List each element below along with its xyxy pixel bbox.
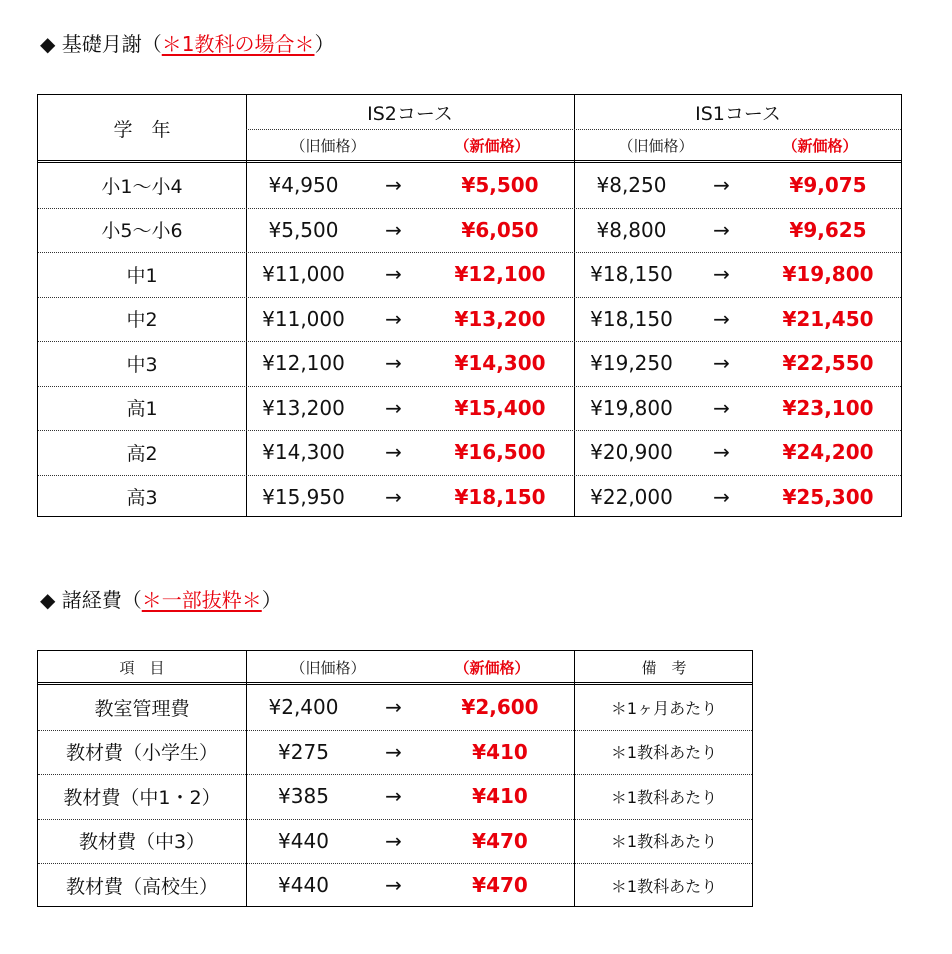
arrow-icon: →: [385, 784, 402, 809]
diamond-icon: ◆: [40, 588, 56, 612]
item-cell: 教材費（小学生）: [65, 742, 218, 765]
header-is2-new: （新価格）: [454, 136, 530, 155]
is2-old-price: ¥5,500: [268, 217, 339, 242]
is1-new-price: ¥23,100: [782, 395, 874, 420]
diamond-icon: ◆: [40, 32, 56, 56]
old-price: ¥385: [278, 784, 329, 809]
arrow-icon: →: [385, 262, 402, 287]
fees-table: [37, 650, 753, 907]
arrow-icon: →: [385, 306, 402, 331]
arrow-icon: →: [713, 484, 730, 509]
table-row: [38, 163, 901, 208]
remark-cell: ＊1教科あたり: [610, 876, 718, 896]
arrow-icon: →: [385, 695, 402, 720]
is1-old-price: ¥20,900: [590, 440, 673, 465]
header-grade: 学 年: [113, 118, 171, 141]
is2-new-price: ¥6,050: [461, 217, 539, 242]
new-price: ¥410: [472, 739, 528, 764]
old-price: ¥2,400: [268, 695, 339, 720]
is2-old-price: ¥11,000: [262, 306, 345, 331]
header-is2-old: （旧価格）: [290, 136, 366, 155]
old-price: ¥275: [278, 739, 329, 764]
arrow-icon: →: [713, 306, 730, 331]
arrow-icon: →: [385, 440, 402, 465]
section-heading-fees: [40, 586, 282, 614]
arrow-icon: →: [713, 395, 730, 420]
paren-close: ）: [261, 588, 282, 612]
arrow-icon: →: [385, 395, 402, 420]
grade-cell: 高2: [126, 442, 158, 465]
table-row: [38, 819, 752, 864]
table-row: [38, 774, 752, 819]
is1-new-price: ¥19,800: [782, 262, 874, 287]
item-cell: 教材費（中1・2）: [63, 786, 221, 809]
is1-old-price: ¥8,250: [596, 173, 667, 198]
new-price: ¥2,600: [461, 695, 539, 720]
header-course-is1: IS1コース: [695, 102, 781, 125]
arrow-icon: →: [385, 873, 402, 898]
table-row: [38, 430, 901, 475]
is1-new-price: ¥25,300: [782, 484, 874, 509]
new-price: ¥470: [472, 873, 528, 898]
is1-new-price: ¥9,075: [789, 173, 867, 198]
table-row: [38, 730, 752, 775]
arrow-icon: →: [385, 484, 402, 509]
is1-old-price: ¥19,800: [590, 395, 673, 420]
is2-new-price: ¥16,500: [454, 440, 546, 465]
is1-old-price: ¥18,150: [590, 262, 673, 287]
old-price: ¥440: [278, 873, 329, 898]
remark-cell: ＊1教科あたり: [610, 832, 718, 852]
arrow-icon: →: [713, 440, 730, 465]
table-row: [38, 252, 901, 297]
old-price: ¥440: [278, 828, 329, 853]
arrow-icon: →: [385, 173, 402, 198]
is2-new-price: ¥13,200: [454, 306, 546, 331]
header-remarks: 備 考: [641, 659, 687, 677]
arrow-icon: →: [713, 262, 730, 287]
remark-cell: ＊1教科あたり: [610, 787, 718, 807]
is1-new-price: ¥22,550: [782, 351, 874, 376]
is1-new-price: ¥21,450: [782, 306, 874, 331]
grade-cell: 中2: [126, 309, 158, 332]
section-heading-tuition: [40, 30, 334, 58]
paren-open: （: [141, 32, 162, 56]
header-new: （新価格）: [454, 659, 530, 677]
is1-old-price: ¥18,150: [590, 306, 673, 331]
is2-new-price: ¥15,400: [454, 395, 546, 420]
arrow-icon: →: [713, 217, 730, 242]
remark-cell: ＊1ヶ月あたり: [610, 698, 718, 718]
header-course-is2: IS2コース: [367, 102, 453, 125]
is2-old-price: ¥15,950: [262, 484, 345, 509]
item-cell: 教材費（中3）: [78, 831, 206, 854]
new-price: ¥470: [472, 828, 528, 853]
grade-cell: 小1〜小4: [101, 175, 183, 198]
table-row: [38, 341, 901, 386]
is2-new-price: ¥12,100: [454, 262, 546, 287]
is2-old-price: ¥14,300: [262, 440, 345, 465]
tuition-table: [37, 94, 902, 517]
grade-cell: 中3: [126, 353, 158, 376]
section-note: ＊1教科の場合＊: [161, 32, 315, 56]
is2-old-price: ¥13,200: [262, 395, 345, 420]
arrow-icon: →: [385, 351, 402, 376]
is2-old-price: ¥11,000: [262, 262, 345, 287]
is1-old-price: ¥22,000: [590, 484, 673, 509]
is2-old-price: ¥4,950: [268, 173, 339, 198]
item-cell: 教室管理費: [94, 697, 190, 720]
is2-new-price: ¥5,500: [461, 173, 539, 198]
is1-old-price: ¥8,800: [596, 217, 667, 242]
arrow-icon: →: [713, 351, 730, 376]
is1-old-price: ¥19,250: [590, 351, 673, 376]
grade-cell: 高3: [126, 487, 158, 510]
header-old: （旧価格）: [290, 659, 366, 677]
grade-cell: 中1: [126, 264, 158, 287]
is2-new-price: ¥18,150: [454, 484, 546, 509]
table-row: [38, 685, 752, 730]
remark-cell: ＊1教科あたり: [610, 743, 718, 763]
table-row: [38, 863, 752, 908]
is2-old-price: ¥12,100: [262, 351, 345, 376]
grade-cell: 高1: [126, 398, 158, 421]
grade-cell: 小5〜小6: [101, 220, 183, 243]
arrow-icon: →: [385, 828, 402, 853]
table-row: [38, 208, 901, 253]
section-title: 諸経費: [61, 588, 122, 612]
section-title: 基礎月謝: [61, 32, 142, 56]
arrow-icon: →: [385, 217, 402, 242]
arrow-icon: →: [385, 739, 402, 764]
arrow-icon: →: [713, 173, 730, 198]
new-price: ¥410: [472, 784, 528, 809]
header-item: 項 目: [119, 659, 165, 677]
is2-new-price: ¥14,300: [454, 351, 546, 376]
section-note: ＊一部抜粋＊: [141, 588, 262, 612]
table-row: [38, 386, 901, 431]
table-row: [38, 475, 901, 520]
is1-new-price: ¥9,625: [789, 217, 867, 242]
is1-new-price: ¥24,200: [782, 440, 874, 465]
table-row: [38, 297, 901, 342]
item-cell: 教材費（高校生）: [65, 875, 218, 898]
header-is1-new: （新価格）: [782, 136, 858, 155]
paren-open: （: [121, 588, 142, 612]
header-is1-old: （旧価格）: [618, 136, 694, 155]
paren-close: ）: [314, 32, 335, 56]
